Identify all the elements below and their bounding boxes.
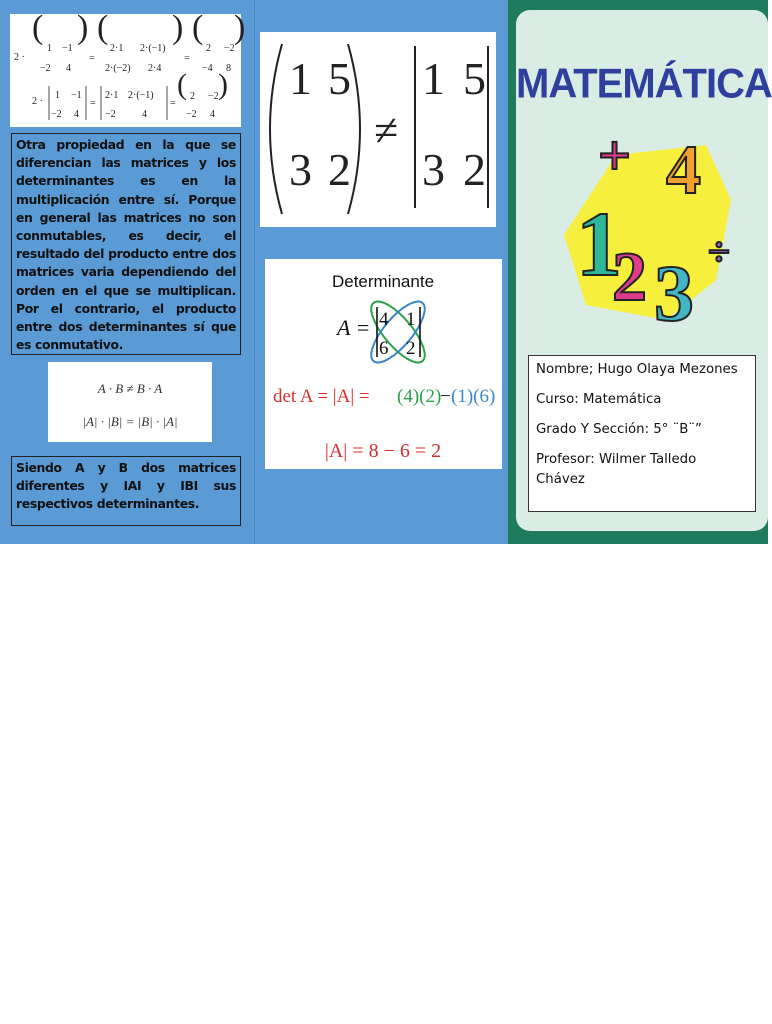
det-term-blue: (1)(6) (451, 386, 496, 407)
det-term-green: (4)(2) (397, 386, 442, 407)
matrix-a12: 5 (328, 53, 351, 104)
art-plus: + (598, 123, 632, 188)
svg-text:): ) (172, 9, 184, 46)
numbers-artwork (516, 115, 768, 338)
f2-c22: 4 (210, 109, 215, 120)
svg-text:(: ( (32, 9, 44, 46)
f1-scalar: 2 · (14, 52, 25, 63)
det-a12: 5 (463, 53, 486, 104)
art-four: 4 (666, 132, 701, 209)
f2-b22: 4 (142, 109, 147, 120)
f2-scalar: 2 · (32, 96, 43, 107)
art-three: 3 (654, 250, 694, 338)
svg-text:): ) (218, 68, 228, 101)
matrix-a22: 2 (328, 144, 351, 195)
f2-c12: −2 (208, 91, 219, 102)
det-cell-6: 6 (379, 338, 389, 359)
matrix-scalar-formula-svg (10, 9, 246, 127)
f2-a11: 1 (55, 90, 60, 101)
f2-a21: −2 (51, 109, 62, 120)
art-divide: ÷ (708, 229, 730, 274)
not-equal-sign: ≠ (374, 106, 399, 155)
f1-a12: −1 (62, 43, 73, 54)
svg-text:): ) (77, 9, 89, 46)
f2-b12: 2·(−1) (128, 90, 154, 101)
cover-title: MATEMÁTICA (516, 60, 772, 108)
det-definition: det A = |A| = (273, 386, 370, 407)
matrix-vs-determinant-image (260, 32, 496, 227)
middle-panel (255, 0, 508, 544)
student-name: Nombre; Hugo Olaya Mezones (536, 362, 738, 377)
f1-a21: −2 (40, 63, 51, 74)
definition-note: Siendo A y B dos matrices diferentes y IAI y IBI sus respectivos determinantes. (11, 456, 241, 526)
student-info-box (528, 355, 756, 512)
f1-c11: 2 (206, 43, 211, 54)
f2-c11: 2 (190, 91, 195, 102)
det-result: |A| = 8 − 6 = 2 (324, 440, 442, 462)
matrix-a21: 3 (289, 144, 312, 195)
f2-c21: −2 (186, 109, 197, 120)
a-equals-label: A = (337, 315, 371, 340)
determinant-heading: Determinante (331, 272, 435, 291)
f1-b12: 2·(−1) (140, 43, 166, 54)
f2-a12: −1 (71, 90, 82, 101)
grade-section: Grado Y Sección: 5° ¨B¨” (536, 422, 702, 437)
left-panel (0, 0, 255, 544)
f1-c12: −2 (224, 43, 235, 54)
det-a21: 3 (422, 144, 445, 195)
f2-a22: 4 (74, 109, 79, 120)
det-cell-2: 2 (406, 338, 416, 359)
f1-a11: 1 (47, 43, 52, 54)
art-two: 2 (612, 239, 647, 316)
det-a22: 2 (463, 144, 486, 195)
f1-a22: 4 (66, 63, 71, 74)
det-cell-4: 4 (379, 309, 389, 330)
matrix-a11: 1 (289, 53, 312, 104)
f1-eq1: = (89, 53, 95, 64)
commutativity-formula-svg (48, 362, 212, 442)
determinant-example-svg (265, 259, 502, 469)
multiplication-property-paragraph: Otra propiedad en la que se diferencian las matrices y los determinantes es en la multiplicación entre sí. Porque en general las matrices no son conmutables, es decir, el resultado del producto entre dos matrices varia dependiendo del orden en el que se multiplican. Por el contrario, el producto entre dos determinantes sí que es conmutativo. (11, 133, 241, 355)
det-cell-1: 1 (406, 309, 416, 330)
course-name: Curso: Matemática (536, 392, 662, 407)
f2-b21: −2 (105, 109, 116, 120)
f2-eq1: = (90, 98, 96, 109)
svg-text:): ) (234, 9, 246, 46)
f2-b11: 2·1 (105, 90, 119, 101)
f1-eq2: = (184, 53, 190, 64)
det-minus: − (440, 386, 451, 407)
matrix-vs-determinant-svg (260, 32, 496, 227)
determinant-commutative: |A| · |B| = |B| · |A| (82, 414, 178, 429)
f1-b22: 2·4 (148, 63, 162, 74)
det-a11: 1 (422, 53, 445, 104)
f1-b21: 2·(−2) (105, 63, 131, 74)
f2-eq2: = (170, 98, 176, 109)
svg-text:(: ( (177, 68, 187, 101)
teacher-name: Profesor: Wilmer Talledo Chávez (536, 452, 697, 487)
matrix-noncommutative: A · B ≠ B · A (97, 381, 163, 396)
f1-c22: 8 (226, 63, 231, 74)
art-one: 1 (576, 193, 622, 295)
matrix-scalar-formula (10, 9, 246, 127)
f1-c21: −4 (202, 63, 213, 74)
svg-text:(: ( (192, 9, 204, 46)
commutativity-formula (48, 362, 212, 442)
f1-b11: 2·1 (110, 43, 124, 54)
svg-text:(: ( (97, 9, 109, 46)
determinant-example-image (265, 259, 502, 469)
